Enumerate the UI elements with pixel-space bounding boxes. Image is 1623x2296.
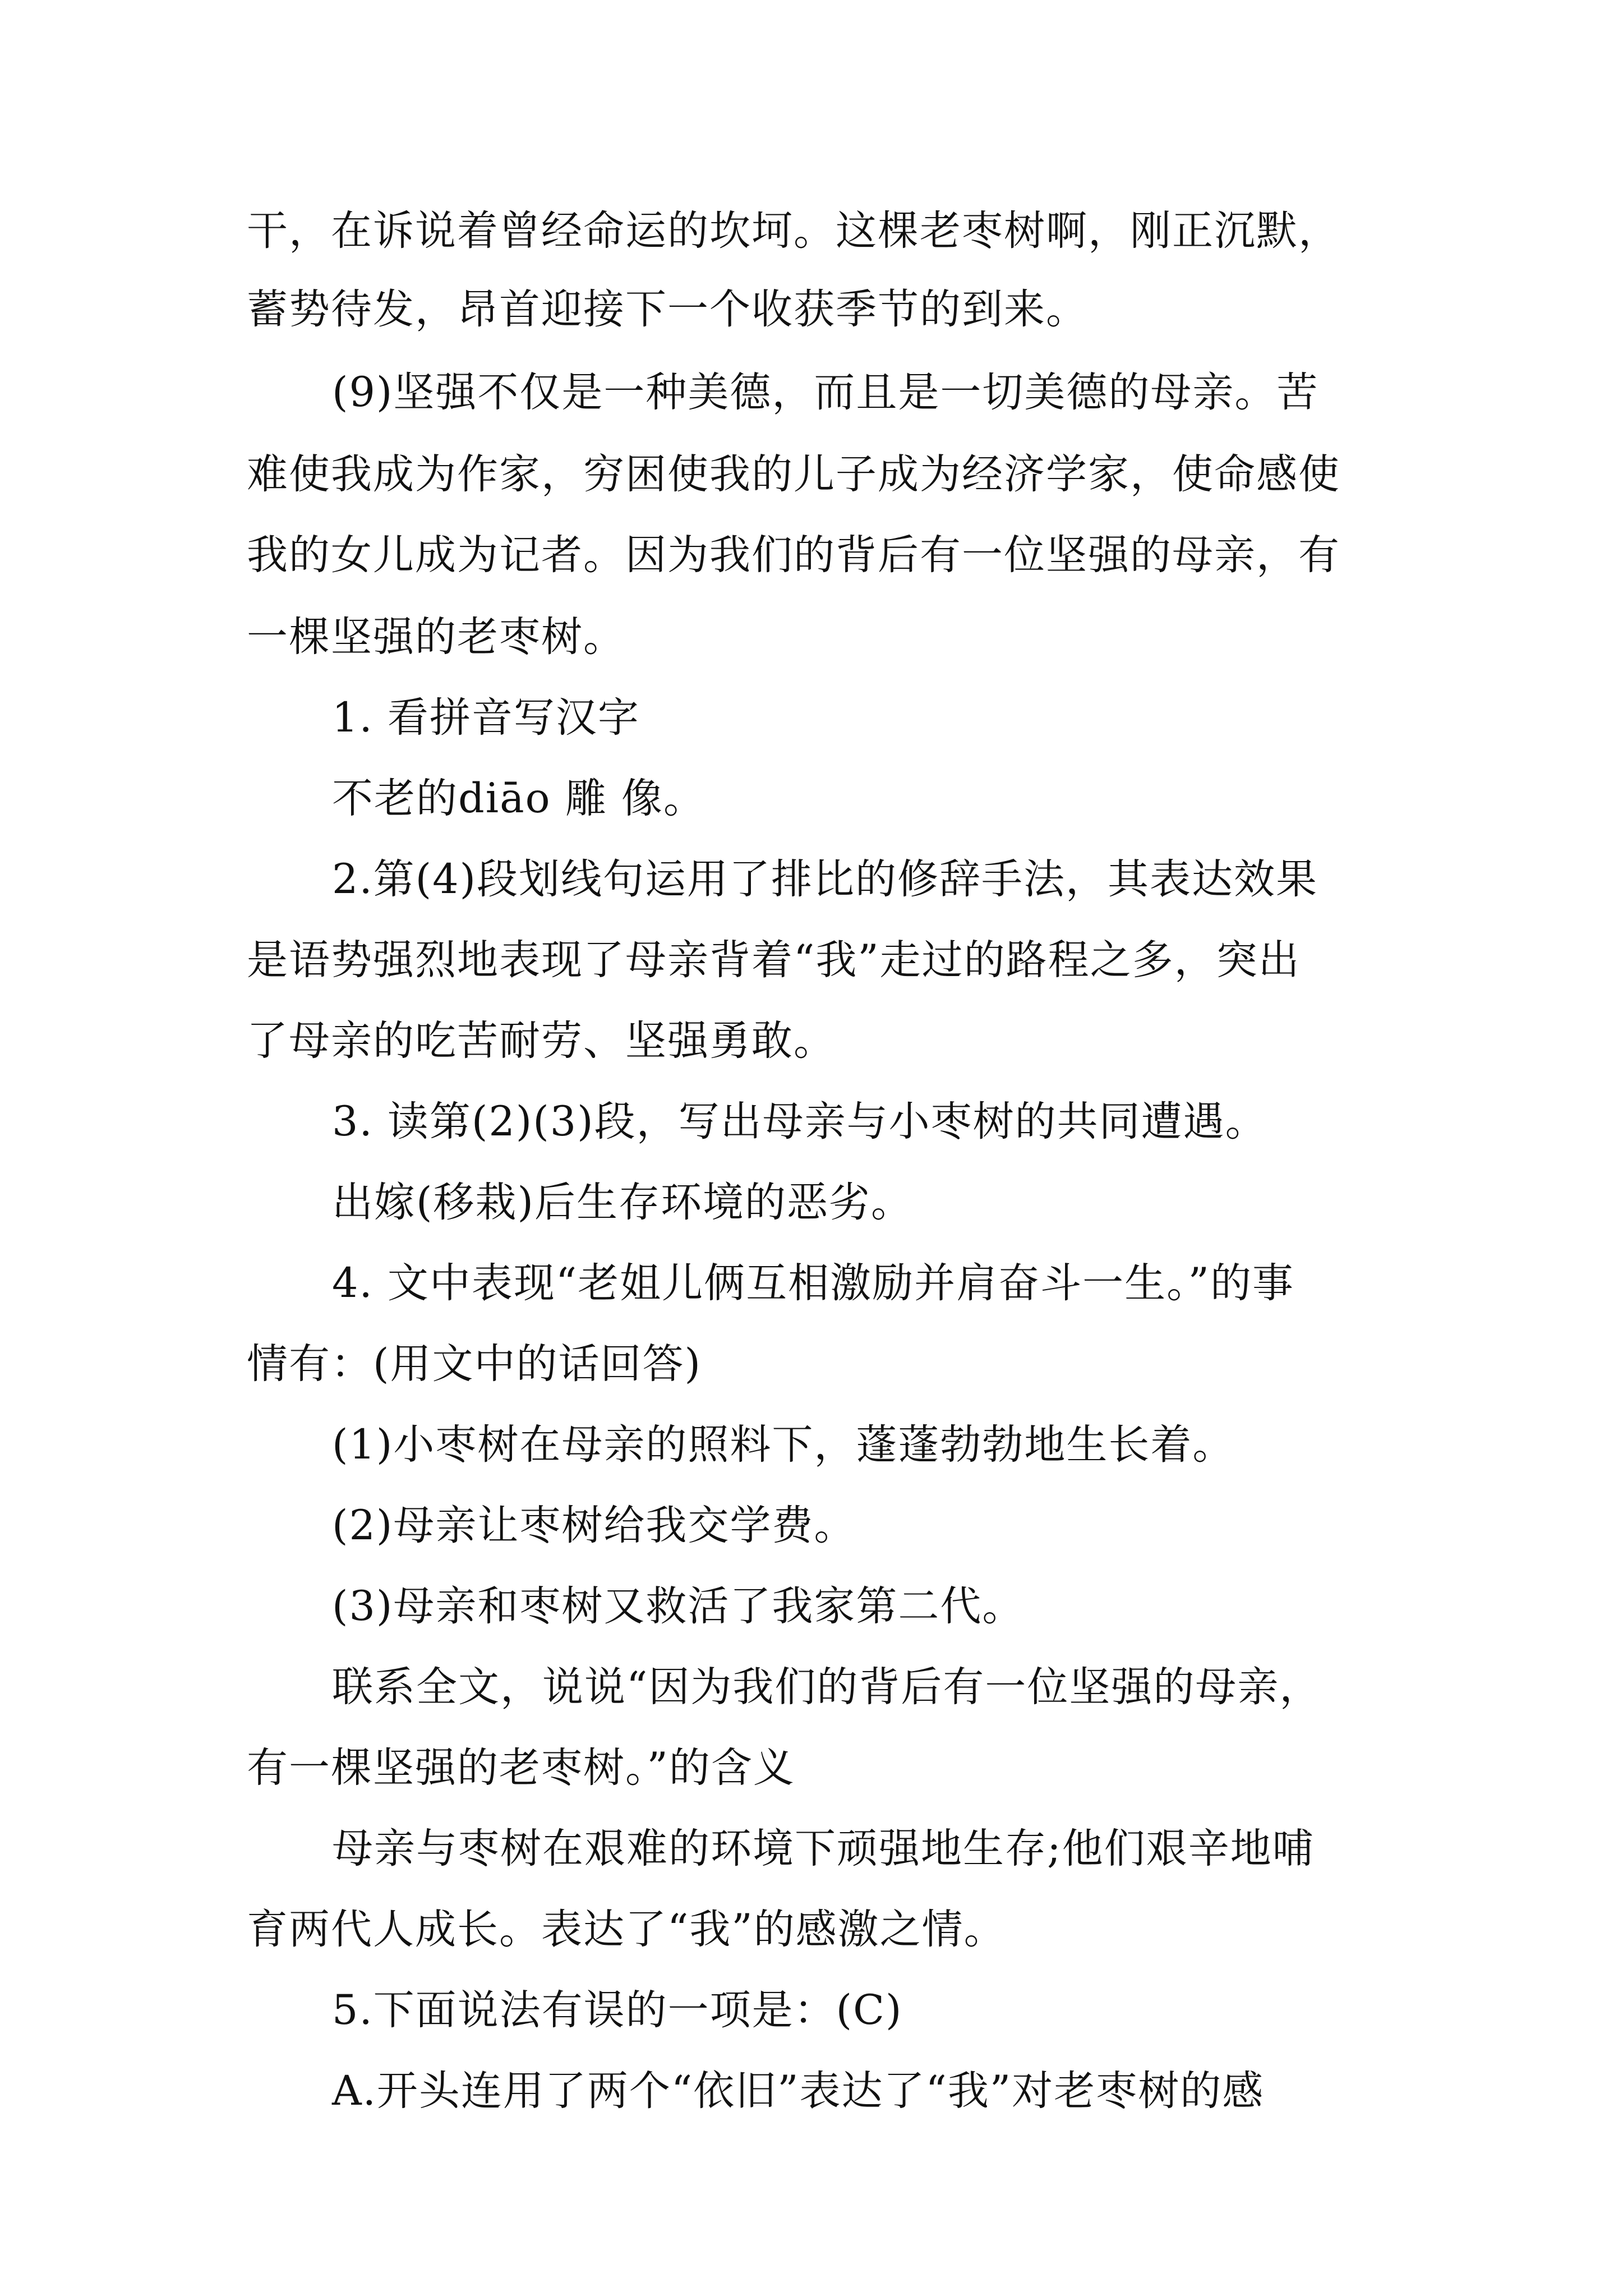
text-line: 不老的diāo 雕 像。 xyxy=(332,775,706,822)
text-line: 2.第(4)段划线句运用了排比的修辞手法，其表达效果 xyxy=(332,855,1318,903)
text-line: 了母亲的吃苦耐劳、坚强勇敢。 xyxy=(247,1017,836,1065)
text-line: 4. 文中表现“老姐儿俩互相激励并肩奋斗一生。”的事 xyxy=(332,1259,1294,1307)
text-line: (2)母亲让枣树给我交学费。 xyxy=(332,1502,856,1549)
text-line: 出嫁(移栽)后生存环境的恶劣。 xyxy=(332,1179,913,1226)
text-line: (9)坚强不仅是一种美德，而且是一切美德的母亲。苦 xyxy=(332,369,1319,416)
text-line: 干，在诉说着曾经命运的坎坷。这棵老枣树啊，刚正沉默， xyxy=(247,207,1340,255)
text-line: (3)母亲和枣树又救活了我家第二代。 xyxy=(332,1582,1025,1630)
text-line: 是语势强烈地表现了母亲背着“我”走过的路程之多，突出 xyxy=(247,936,1301,984)
text-line: 难使我成为作家，穷困使我的儿子成为经济学家，使命感使 xyxy=(247,450,1340,498)
text-line: (1)小枣树在母亲的照料下，蓬蓬勃勃地生长着。 xyxy=(332,1421,1235,1469)
text-line: 联系全文，说说“因为我们的背后有一位坚强的母亲， xyxy=(332,1663,1322,1711)
text-line: 5.下面说法有误的一项是：(C) xyxy=(332,1986,903,2034)
text-line: 3. 读第(2)(3)段，写出母亲与小枣树的共同遭遇。 xyxy=(332,1098,1267,1145)
text-line: A.开头连用了两个“依旧”表达了“我”对老枣树的感 xyxy=(332,2067,1265,2115)
text-line: 育两代人成长。表达了“我”的感激之情。 xyxy=(247,1906,1006,1953)
text-line: 我的女儿成为记者。因为我们的背后有一位坚强的母亲，有 xyxy=(247,531,1340,579)
text-line: 1. 看拼音写汉字 xyxy=(332,694,640,742)
text-line: 情有：(用文中的话回答) xyxy=(247,1340,702,1388)
text-line: 母亲与枣树在艰难的环境下顽强地生存;他们艰辛地哺 xyxy=(332,1825,1315,1872)
text-line: 有一棵坚强的老枣树。”的含义 xyxy=(247,1744,795,1792)
text-line: 一棵坚强的老枣树。 xyxy=(247,613,625,661)
text-line: 蓄势待发，昂首迎接下一个收获季节的到来。 xyxy=(247,286,1088,333)
